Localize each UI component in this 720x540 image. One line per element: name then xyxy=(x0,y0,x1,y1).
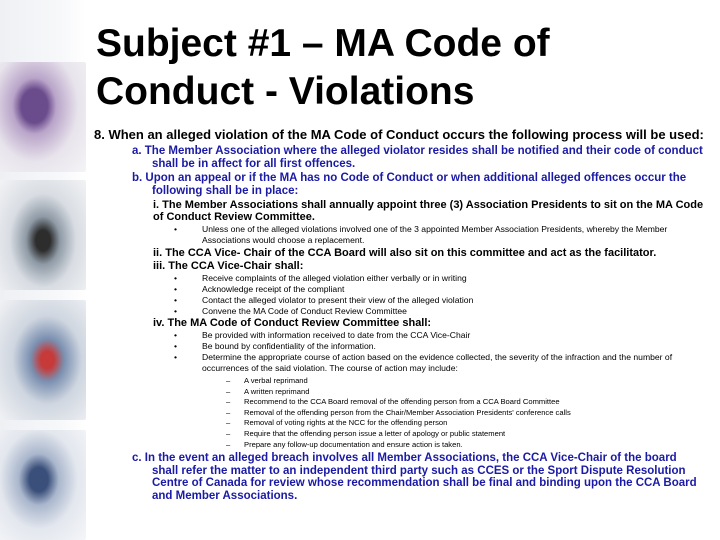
slide-title xyxy=(96,20,696,116)
bullet-item xyxy=(172,352,704,374)
dash-item xyxy=(226,440,704,451)
dash-text: A verbal reprimand xyxy=(244,376,308,386)
dash-item xyxy=(226,429,704,440)
dash-item xyxy=(226,387,704,398)
bullet-text: Receive complaints of the alleged violation either verbally or in writing xyxy=(202,272,467,283)
dash-item xyxy=(226,397,704,408)
curling-photo-4 xyxy=(0,430,86,540)
curling-photo-1 xyxy=(0,62,86,172)
sub-item-i: i. The Member Associations shall annually appoint three (3) Association Presidents to sit on the MA Code of Conduct Review Committee. xyxy=(153,199,704,223)
dash-text: Prepare any follow-up documentation and ensure action is taken. xyxy=(244,439,463,449)
bullet-icon: • xyxy=(174,341,178,352)
dash-item xyxy=(226,376,704,387)
sub-item-ii: ii. The CCA Vice- Chair of the CCA Board will also sit on this committee and act as the facilitator. xyxy=(153,246,657,259)
curling-photo-2 xyxy=(0,180,86,290)
bullet-icon: • xyxy=(174,330,178,341)
bullet-text: Convene the MA Code of Conduct Review Committee xyxy=(202,305,407,316)
title-line-2: Conduct - Violations xyxy=(96,70,475,113)
decorative-side-band xyxy=(0,0,86,540)
dash-text: Removal of the offending person from the Chair/Member Association Presidents' conference calls xyxy=(244,407,571,417)
bullet-icon: • xyxy=(174,352,178,363)
title-line-1: Subject #1 – MA Code of xyxy=(96,22,550,65)
slide-body xyxy=(94,128,704,502)
bullet-icon: • xyxy=(174,224,178,234)
dash-text: Require that the offending person issue a letter of apology or public statement xyxy=(244,429,506,439)
action-dash-list xyxy=(226,376,704,450)
bullets-iv-list xyxy=(172,330,704,374)
item-a: a. The Member Association where the alleged violator resides shall be notified and their code of conduct shall be in affect for all first offences. xyxy=(132,145,703,170)
bullet-text: Be bound by confidentiality of the information. xyxy=(202,341,376,352)
bullet-item xyxy=(172,273,704,284)
item-c: c. In the event an alleged breach involves all Member Associations, the CCA Vice-Chair of the board shall refer the matter to an independent third party such as CCES or the Sport Dispute Resolution Centre of Canada for review whose recommendation shall be final and binding upon the CCA Board and Member Associations. xyxy=(132,452,697,502)
bullet-text: Unless one of the alleged violations involved one of the 3 appointed Member Association Presidents, whereby the Member Associations would choose a replacement. xyxy=(202,224,668,245)
bullets-iii-list xyxy=(172,273,704,317)
bullet-icon: • xyxy=(174,294,178,305)
dash-text: Recommend to the CCA Board removal of the offending person from a CCA Board Committee xyxy=(244,397,560,407)
bullet-text: Be provided with information received to date from the CCA Vice-Chair xyxy=(202,330,471,341)
sub-item-iii: iii. The CCA Vice-Chair shall: xyxy=(153,259,304,272)
dash-icon: – xyxy=(226,439,231,449)
dash-icon: – xyxy=(226,418,231,428)
item-8: 8. When an alleged violation of the MA Code of Conduct occurs the following process will be used: xyxy=(94,127,704,142)
bullet-text: Contact the alleged violator to present their view of the alleged violation xyxy=(202,294,474,305)
curling-photo-3 xyxy=(0,300,86,420)
dash-item xyxy=(226,408,704,419)
bullet-item xyxy=(172,341,704,352)
bullet-icon: • xyxy=(174,283,178,294)
bullet-icon: • xyxy=(174,272,178,283)
bullet-icon: • xyxy=(174,305,178,316)
bullet-item xyxy=(172,284,704,295)
dash-icon: – xyxy=(226,386,231,396)
bullet-item xyxy=(172,330,704,341)
dash-icon: – xyxy=(226,397,231,407)
dash-icon: – xyxy=(226,429,231,439)
bullets-i-list xyxy=(172,224,704,246)
bullet-text: Acknowledge receipt of the compliant xyxy=(202,283,345,294)
bullet-text: Determine the appropriate course of action based on the evidence collected, the severity of the infraction and the number of occurrences of the said violation. The course of action may include: xyxy=(202,352,673,374)
item-b: b. Upon an appeal or if the MA has no Code of Conduct or when additional alleged offences occur the following shall be in place: xyxy=(132,172,687,197)
dash-icon: – xyxy=(226,376,231,386)
sub-item-iv: iv. The MA Code of Conduct Review Committee shall: xyxy=(153,317,432,330)
bullet-item xyxy=(172,295,704,306)
dash-icon: – xyxy=(226,407,231,417)
dash-item xyxy=(226,418,704,429)
dash-text: A written reprimand xyxy=(244,386,310,396)
bullet-item xyxy=(172,306,704,317)
bullet-item xyxy=(172,224,704,246)
dash-text: Removal of voting rights at the NCC for the offending person xyxy=(244,418,448,428)
